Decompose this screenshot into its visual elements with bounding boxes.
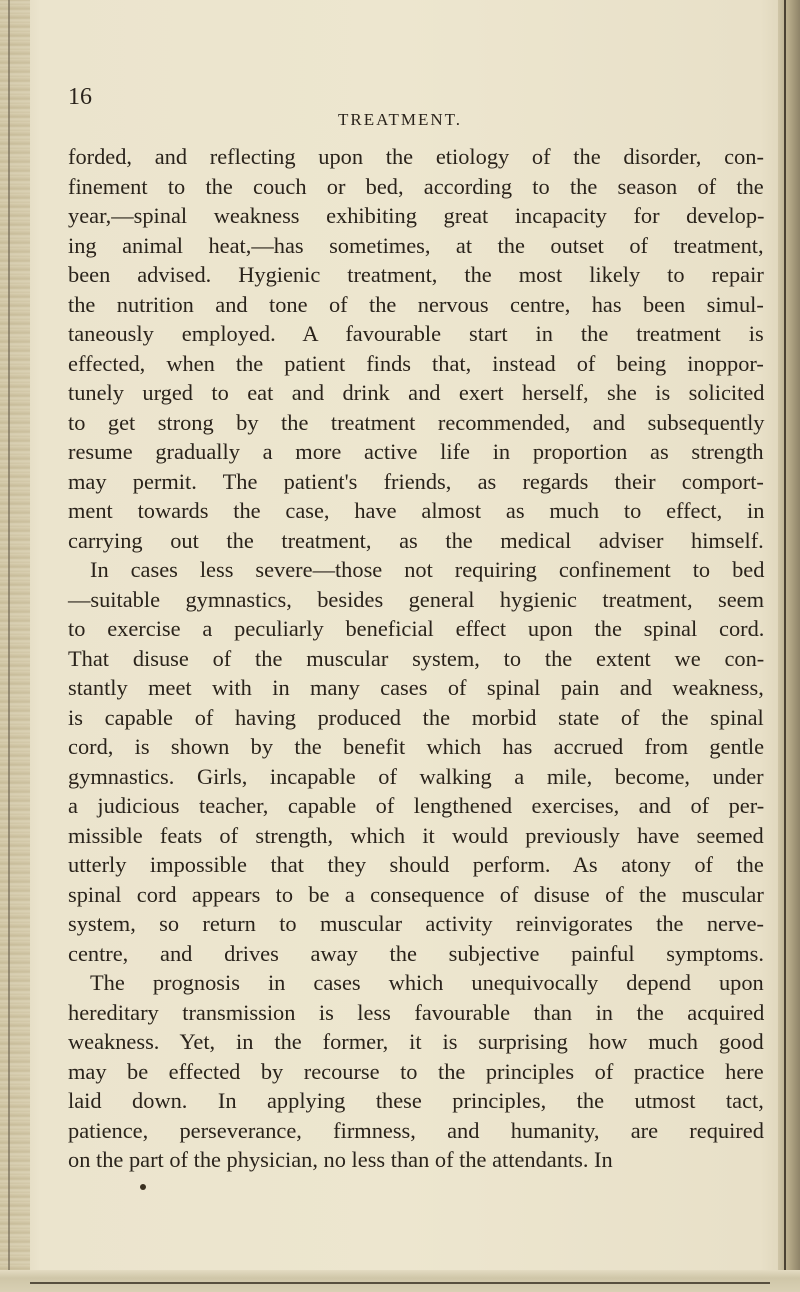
text-line: may be effected by recourse to the principles of practice here [68, 1058, 764, 1084]
text-line: a judicious teacher, capable of lengthened exercises, and of per- [68, 793, 765, 818]
text-line: is capable of having produced the morbid state of the spinal [68, 704, 764, 730]
text-line: hereditary transmission is less favourable than in the acquired [68, 999, 765, 1025]
text-line: utterly impossible that they should perform. As atony of the [68, 852, 764, 877]
text-line: missible feats of strength, which it would previously have seemed [68, 822, 764, 848]
text-line: weakness. Yet, in the former, it is surprising how much good [68, 1029, 764, 1054]
text-line: That disuse of the muscular system, to the extent we con- [68, 645, 765, 671]
text-line: forded, and reflecting upon the etiology of the disorder, con- [68, 144, 764, 169]
text-line: patience, perseverance, firmness, and humanity, are required [68, 1117, 764, 1143]
text-line: centre, and drives away the subjective painful symptoms. [68, 940, 764, 966]
page-bottom-rule [30, 1282, 770, 1284]
body-text [68, 142, 788, 1175]
text-line: ing animal heat,—has sometimes, at the outset of treatment, [68, 232, 764, 258]
text-line: tunely urged to eat and drink and exert herself, she is solicited [68, 380, 765, 405]
text-line: taneously employed. A favourable start in the treatment is [68, 321, 764, 346]
text-line: gymnastics. Girls, incapable of walking a mile, become, under [68, 763, 764, 789]
text-line: system, so return to muscular activity reinvigorates the nerve- [68, 911, 765, 936]
text-line: ment towards the case, have almost as much to effect, in [68, 498, 765, 523]
text-line: the nutrition and tone of the nervous centre, has been simul- [68, 291, 764, 317]
text-line: stantly meet with in many cases of spinal pain and weakness, [68, 675, 764, 700]
text-line: year,—spinal weakness exhibiting great incapacity for develop- [68, 203, 765, 228]
text-line: finement to the couch or bed, according to the season of the [68, 173, 764, 199]
text-line: spinal cord appears to be a consequence of disuse of the muscular [68, 881, 764, 907]
page-bottom-edge [0, 1270, 800, 1292]
text-line: to exercise a peculiarly beneficial effect upon the spinal cord. [68, 616, 765, 641]
text-line: cord, is shown by the benefit which has accrued from gentle [68, 734, 765, 759]
text-line: carrying out the treatment, as the medical adviser himself. [68, 527, 764, 553]
ink-speck [140, 1184, 146, 1190]
text-line: to get strong by the treatment recommended, and subsequently [68, 409, 765, 435]
text-line: laid down. In applying these principles, the utmost tact, [68, 1088, 764, 1113]
text-line: —suitable gymnastics, besides general hygienic treatment, seem [68, 586, 765, 612]
running-head: TREATMENT. [337, 110, 463, 129]
text-line: on the part of the physician, no less than of the attendants. In [68, 1147, 613, 1172]
text-line: resume gradually a more active life in proportion as strength [68, 439, 764, 464]
text-line: The prognosis in cases which unequivocally depend upon [90, 970, 764, 995]
text-line: In cases less severe—those not requiring confinement to bed [90, 557, 765, 582]
text-line: may permit. The patient's friends, as regards their comport- [68, 468, 764, 494]
page-number: 16 [68, 84, 92, 110]
binding-edge [0, 0, 30, 1292]
text-line: effected, when the patient finds that, instead of being inoppor- [68, 350, 764, 376]
text-line: been advised. Hygienic treatment, the most likely to repair [68, 262, 764, 287]
